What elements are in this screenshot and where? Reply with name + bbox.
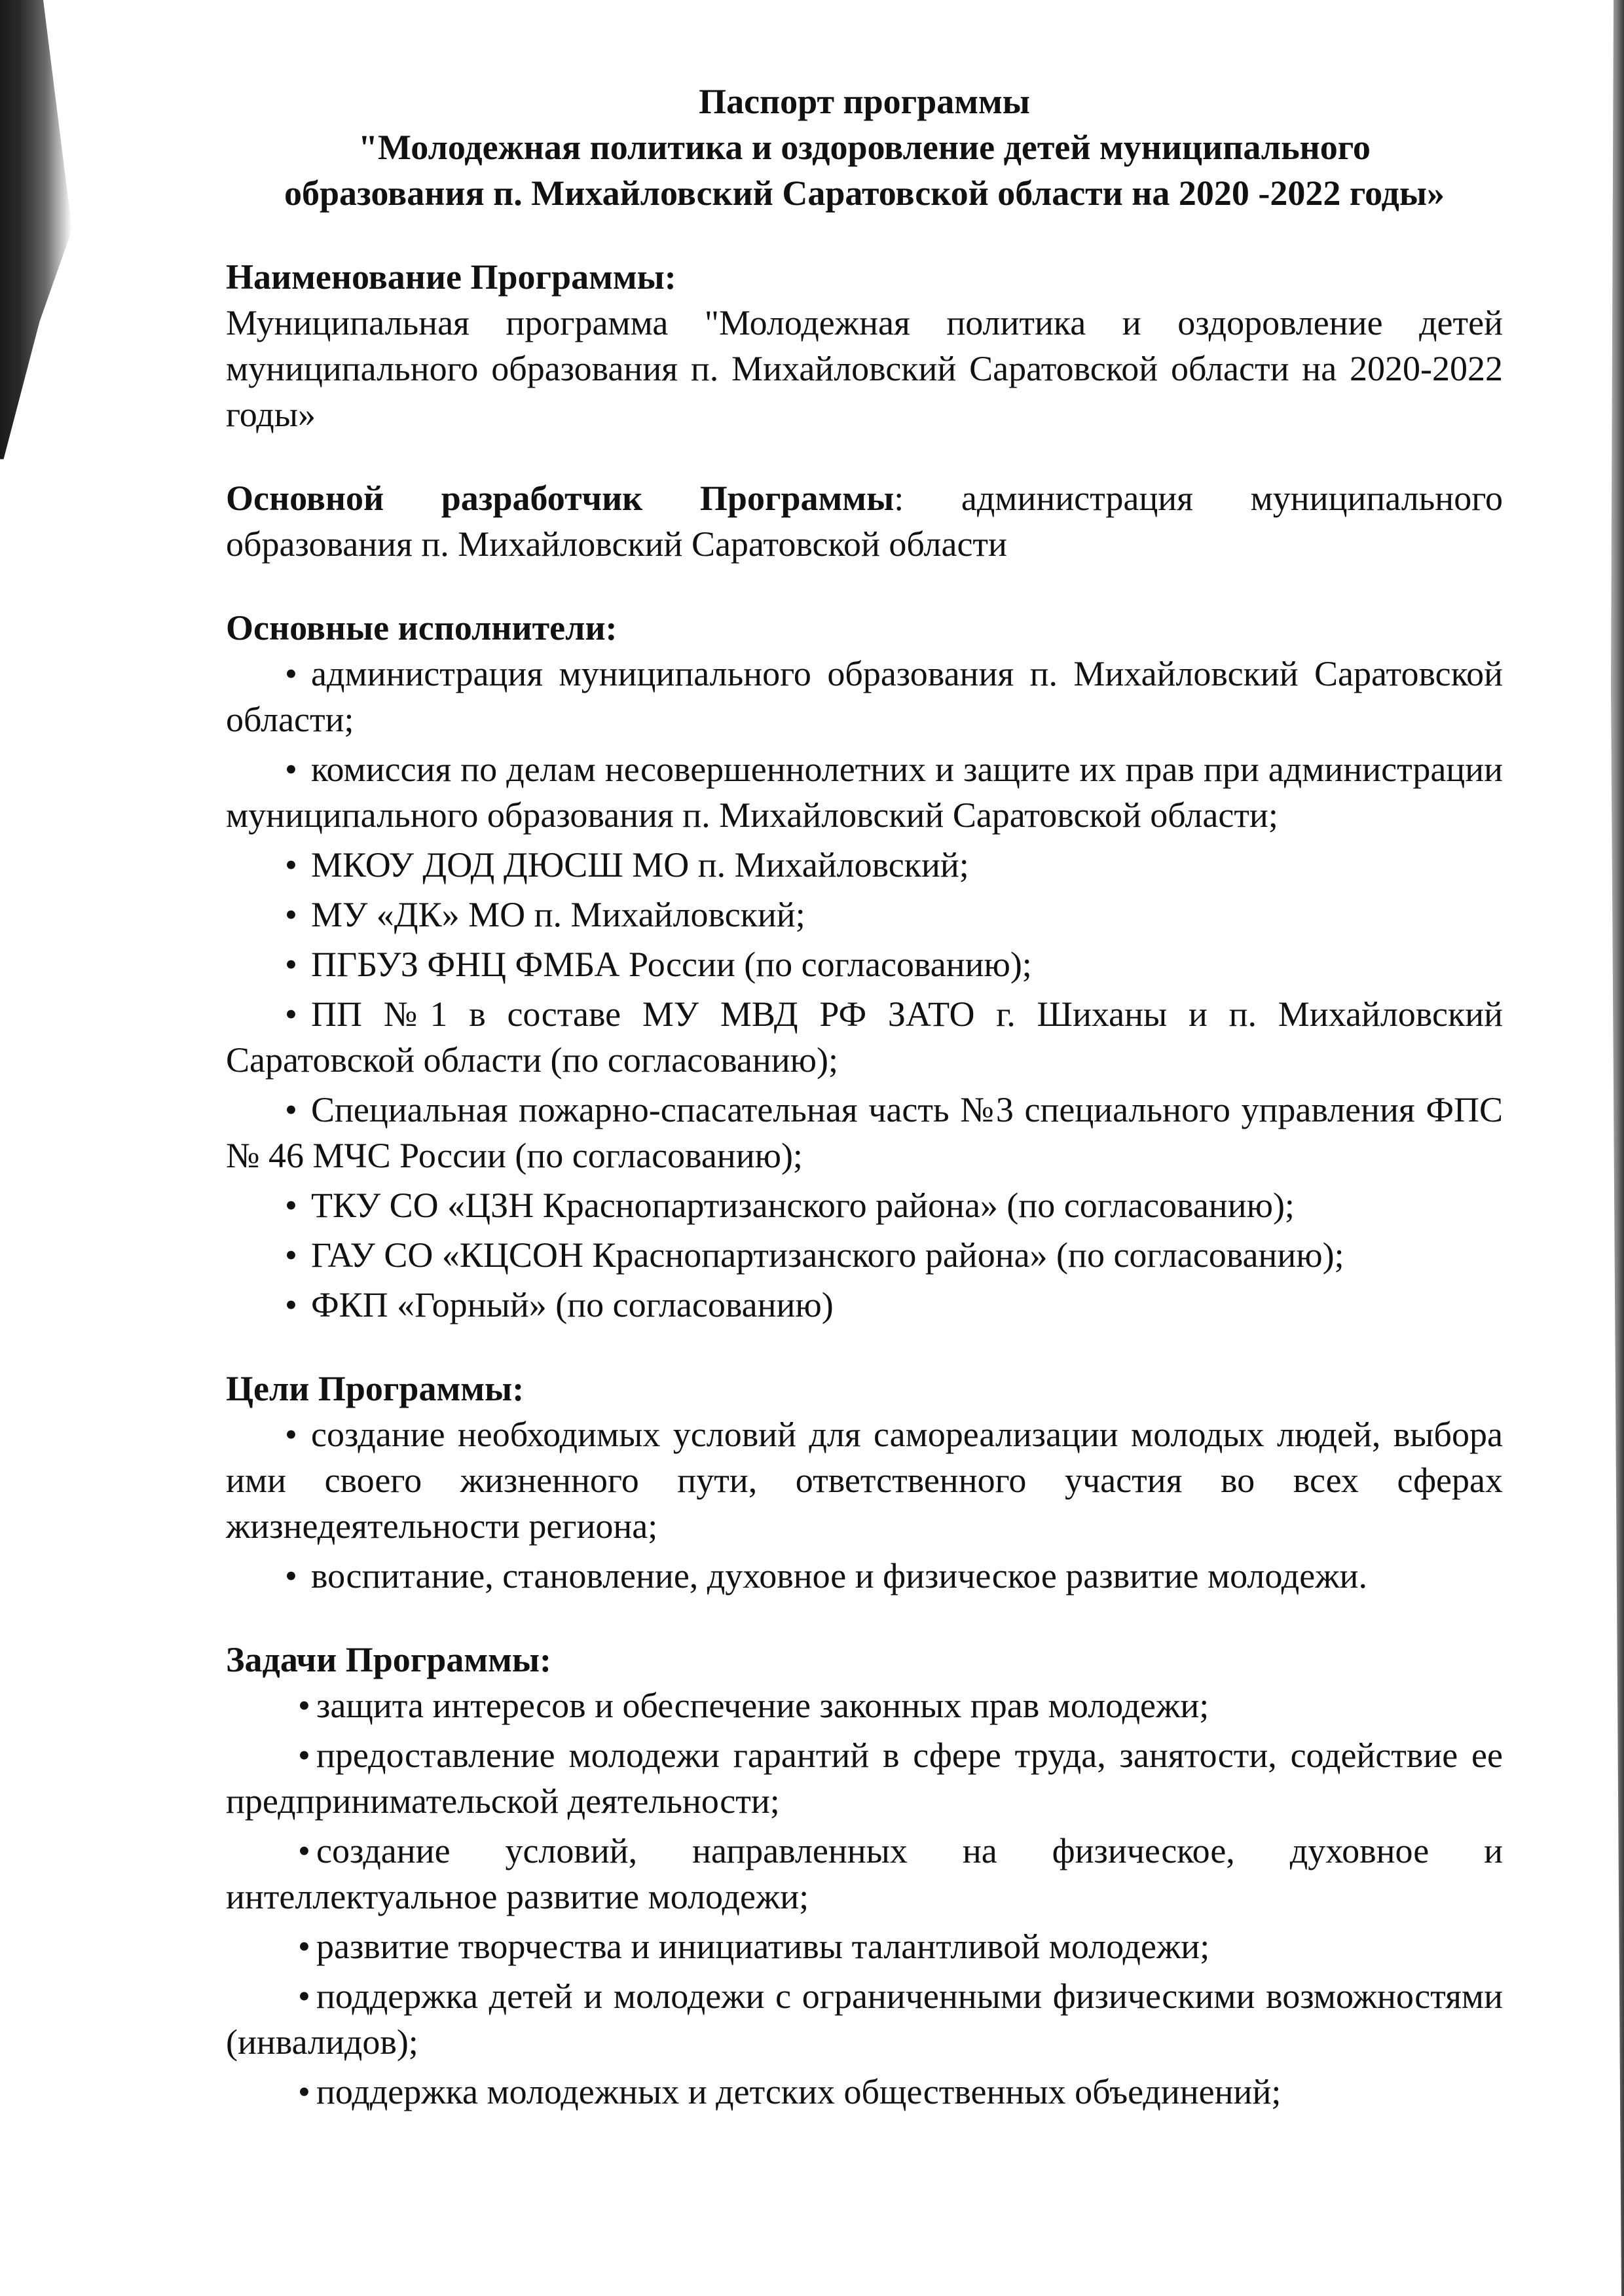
list-item bbox=[226, 1923, 1503, 1969]
list-item bbox=[226, 1828, 1503, 1920]
document-title bbox=[226, 79, 1503, 216]
list-item-text: создание необходимых условий для самореализации молодых людей, выбора ими своего жизненного пути, ответственного участия во всех сферах жизнедеятельности региона; bbox=[226, 1415, 1503, 1546]
list-item bbox=[226, 1732, 1503, 1824]
section-goals bbox=[226, 1366, 1503, 1599]
bullet-icon: • bbox=[285, 654, 297, 693]
list-item bbox=[226, 2069, 1503, 2115]
list-item bbox=[226, 1182, 1503, 1228]
bullet-icon: • bbox=[285, 895, 297, 934]
list-item-text: ГАУ СО «КЦСОН Краснопартизанского района» (по согласованию); bbox=[311, 1235, 1344, 1275]
bullet-icon: • bbox=[298, 1831, 310, 1870]
section-text: : администрация муниципального образования п. Михайловский Саратовской области bbox=[226, 479, 1503, 564]
list-item bbox=[226, 1232, 1503, 1278]
bullet-icon: • bbox=[285, 1235, 297, 1275]
bullet-icon: • bbox=[285, 1090, 297, 1129]
list-item-text: поддержка детей и молодежи с ограниченными физическими возможностями (инвалидов); bbox=[226, 1977, 1503, 2062]
list-item bbox=[226, 1553, 1503, 1599]
bullet-icon: • bbox=[285, 845, 297, 884]
section-developer bbox=[226, 475, 1503, 567]
list-item-text: ТКУ СО «ЦЗН Краснопартизанского района» (по согласованию); bbox=[311, 1186, 1295, 1225]
section-paragraph bbox=[226, 475, 1503, 567]
list-item-text: администрация муниципального образования п. Михайловский Саратовской области; bbox=[226, 654, 1503, 739]
list-item bbox=[226, 1087, 1503, 1178]
list-item-text: предоставление молодежи гарантий в сфере труда, занятости, содействие ее предпринимательской деятельности; bbox=[226, 1736, 1503, 1821]
list-item-text: МУ «ДК» МО п. Михайловский; bbox=[311, 895, 805, 934]
bullet-icon: • bbox=[285, 750, 297, 789]
title-line-3: образования п. Михайловский Саратовской области на 2020 -2022 годы» bbox=[284, 173, 1445, 213]
bullet-icon: • bbox=[285, 994, 297, 1034]
list-item bbox=[226, 842, 1503, 888]
bullet-icon: • bbox=[298, 1686, 310, 1725]
bullet-icon: • bbox=[298, 1736, 310, 1775]
section-heading: Цели Программы: bbox=[226, 1369, 525, 1408]
list-item-text: поддержка молодежных и детских общественных объединений; bbox=[316, 2072, 1282, 2111]
title-line-2: "Молодежная политика и оздоровление детей муниципального bbox=[358, 128, 1371, 167]
list-item-text: комиссия по делам несовершеннолетних и защите их прав при администрации муниципального образования п. Михайловский Саратовской области; bbox=[226, 750, 1503, 835]
list-item bbox=[226, 651, 1503, 742]
list-item bbox=[226, 991, 1503, 1083]
bullet-icon: • bbox=[285, 1556, 297, 1595]
list-item bbox=[226, 1683, 1503, 1728]
goals-list bbox=[226, 1412, 1503, 1599]
executors-list bbox=[226, 651, 1503, 1328]
list-item bbox=[226, 1412, 1503, 1549]
section-heading: Наименование Программы: bbox=[226, 257, 676, 297]
list-item bbox=[226, 1973, 1503, 2065]
section-heading: Задачи Программы: bbox=[226, 1640, 552, 1679]
bullet-icon: • bbox=[298, 1927, 310, 1966]
list-item-text: ФКП «Горный» (по согласованию) bbox=[311, 1285, 834, 1324]
bullet-icon: • bbox=[298, 2072, 310, 2111]
list-item bbox=[226, 892, 1503, 938]
document-page bbox=[226, 79, 1503, 2153]
list-item-text: ПП №1 в составе МУ МВД РФ ЗАТО г. Шиханы и п. Михайловский Саратовской области (по согласованию); bbox=[226, 994, 1503, 1080]
bullet-icon: • bbox=[285, 1186, 297, 1225]
section-heading: Основные исполнители: bbox=[226, 608, 618, 647]
list-item-text: создание условий, направленных на физическое, духовное и интеллектуальное развитие молодежи; bbox=[226, 1831, 1503, 1916]
list-item bbox=[226, 941, 1503, 987]
list-item-text: ПГБУЗ ФНЦ ФМБА России (по согласованию); bbox=[311, 945, 1032, 984]
list-item-text: МКОУ ДОД ДЮСШ МО п. Михайловский; bbox=[311, 845, 969, 884]
title-line-1: Паспорт программы bbox=[699, 82, 1030, 121]
scan-edge-right bbox=[1598, 0, 1624, 2296]
bullet-icon: • bbox=[285, 945, 297, 984]
bullet-icon: • bbox=[298, 1977, 310, 2016]
list-item bbox=[226, 746, 1503, 838]
section-heading: Основной разработчик Программы bbox=[226, 479, 895, 518]
scan-edge-left bbox=[0, 0, 72, 2296]
bullet-icon: • bbox=[285, 1415, 297, 1454]
section-text: Муниципальная программа "Молодежная политика и оздоровление детей муниципального образования п. Михайловский Саратовской области на 2020-2022 годы» bbox=[226, 303, 1503, 434]
list-item bbox=[226, 1282, 1503, 1328]
section-program-name bbox=[226, 254, 1503, 437]
list-item-text: Специальная пожарно-спасательная часть №3 специального управления ФПС № 46 МЧС России (по согласованию); bbox=[226, 1090, 1503, 1175]
tasks-list bbox=[226, 1683, 1503, 2115]
section-tasks bbox=[226, 1637, 1503, 2115]
list-item-text: воспитание, становление, духовное и физическое развитие молодежи. bbox=[311, 1556, 1367, 1595]
bullet-icon: • bbox=[285, 1285, 297, 1324]
section-executors bbox=[226, 605, 1503, 1328]
list-item-text: развитие творчества и инициативы талантливой молодежи; bbox=[316, 1927, 1210, 1966]
list-item-text: защита интересов и обеспечение законных прав молодежи; bbox=[316, 1686, 1209, 1725]
